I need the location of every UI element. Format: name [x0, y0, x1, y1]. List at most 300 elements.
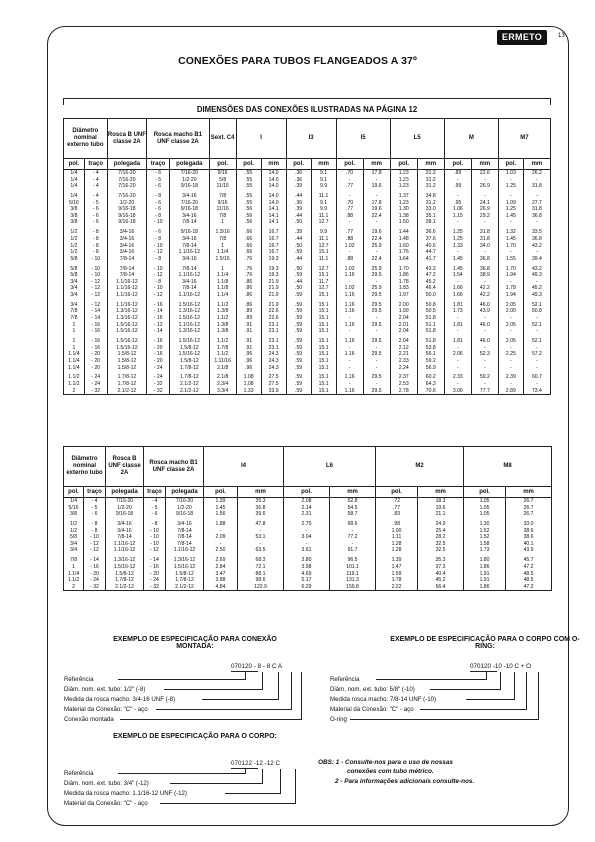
table-cell: - 14 [147, 308, 170, 315]
table-cell: 15.1 [311, 272, 336, 279]
table-cell: 1.5/8-12 [106, 571, 144, 578]
table-cell: 2.3/4 [209, 381, 236, 388]
th-m7: M7 [498, 119, 550, 159]
table-cell: 23.1 [261, 322, 286, 329]
table-cell: 33.5 [523, 229, 550, 236]
table-cell: 1.1/16-12 [106, 547, 144, 554]
table-cell: 1.5/16-12 [106, 564, 144, 571]
table-cell: - [363, 279, 390, 286]
table-cell: 14.0 [261, 183, 286, 190]
table-cell: 60.7 [523, 374, 550, 381]
table-cell: 14.0 [261, 193, 286, 200]
table-cell: 1/2 [64, 521, 84, 528]
table-cell: .36 [286, 177, 311, 184]
table-cell: .56 [236, 219, 261, 226]
table-cell: 1.76 [390, 249, 417, 256]
unit-header: pol. [204, 487, 238, 498]
table-cell: - 6 [144, 511, 166, 518]
table-cell: 60.2 [417, 374, 444, 381]
table-cell: - [444, 249, 471, 256]
example1-code: 070120 - 8 - 8 C A [231, 663, 283, 670]
th-thread-b: Rosca B UNF classe 2A [107, 119, 147, 159]
table-cell: - 16 [84, 328, 107, 335]
table-cell: 1.52 [464, 534, 506, 541]
table-cell: 45.7 [506, 557, 552, 564]
page-number: 13 [558, 33, 565, 39]
table-cell: 1/2 [64, 236, 85, 243]
table-row [64, 505, 552, 512]
table-cell: .86 [236, 285, 261, 292]
table-cell: 52.1 [523, 322, 550, 329]
table-cell: - [471, 381, 498, 388]
table-cell: 1.1/2 [209, 351, 236, 358]
table-cell: 1.11 [376, 534, 418, 541]
table-cell: - 8 [147, 236, 170, 243]
table-cell: 38.6 [506, 534, 552, 541]
table-cell: 1.81 [444, 322, 471, 329]
table-cell: 7/16-20 [107, 177, 147, 184]
table-cell: 11.1 [311, 213, 336, 220]
dimensions-table-2 [63, 446, 552, 591]
table-cell: - [471, 365, 498, 372]
ermeto-logo: ERMETO [497, 30, 547, 45]
table-cell: - [498, 193, 523, 200]
table-cell: - [471, 193, 498, 200]
table-cell: - [330, 528, 376, 535]
table-cell: 7/8-14 [106, 534, 144, 541]
table-cell: 119.1 [330, 571, 376, 578]
table-cell: 1.02 [336, 243, 363, 250]
table-cell: 1.1/16-12 [170, 249, 210, 256]
table-cell: 1.81 [444, 338, 471, 345]
table-cell: 1 [209, 243, 236, 250]
table-row [64, 315, 551, 322]
table-cell: - [363, 365, 390, 372]
table-cell: 52.1 [523, 338, 550, 345]
table-cell: 16.7 [261, 243, 286, 250]
table-cell: 1.86 [464, 584, 506, 591]
table-cell: 1.60 [390, 243, 417, 250]
table-cell: 1.66 [444, 285, 471, 292]
table-cell: 26.2 [523, 170, 550, 177]
table-cell: .76 [236, 272, 261, 279]
table-cell: 53.1 [238, 534, 284, 541]
table-cell: 2.50 [204, 547, 238, 554]
table-cell: 11/16 [209, 183, 236, 190]
table-cell: .88 [336, 236, 363, 243]
table-cell: 14.0 [261, 177, 286, 184]
table-cell: 31.8 [471, 236, 498, 243]
table-cell: 1.78 [390, 279, 417, 286]
table-cell: 7/8-14 [170, 219, 210, 226]
table-cell: 19.6 [363, 183, 390, 190]
table-cell: .86 [236, 279, 261, 286]
table-cell: 1.7/8-12 [166, 577, 204, 584]
table-cell: - [363, 193, 390, 200]
table-cell: 1.1/4 [64, 571, 84, 578]
table-row [64, 584, 552, 591]
table-cell: 29.5 [363, 302, 390, 309]
table-cell: 3.3/4 [209, 388, 236, 395]
table-cell: 1.23 [390, 177, 417, 184]
table-cell: - [336, 381, 363, 388]
table-cell: 7/8 [64, 315, 85, 322]
table-row [64, 388, 551, 395]
table-cell: .59 [286, 365, 311, 372]
table-row [64, 249, 551, 256]
example3-label-4: Material da Conexão: "C" - aço [64, 800, 148, 807]
table-row [64, 374, 551, 381]
table-cell: - 6 [147, 170, 170, 177]
table-cell: .59 [286, 381, 311, 388]
table-cell: .77 [336, 183, 363, 190]
table-cell: 1.45 [498, 213, 523, 220]
table-cell: 1.1/4 [209, 292, 236, 299]
table-cell: 9.1 [311, 177, 336, 184]
table-cell: 1.7/8-12 [107, 381, 147, 388]
table-cell: - [336, 193, 363, 200]
table-cell: 14.0 [261, 170, 286, 177]
unit-header: pol. [376, 487, 418, 498]
table-cell: 1.05 [464, 511, 506, 518]
table-cell: 38.1 [417, 219, 444, 226]
table-cell: - 5 [147, 177, 170, 184]
table-cell: 1/4 [64, 170, 85, 177]
table-cell: 101.1 [330, 564, 376, 571]
table-cell: 1.1/4 [64, 351, 85, 358]
table-cell: 1.54 [444, 272, 471, 279]
table-cell: .96 [236, 358, 261, 365]
table-cell: 39.4 [523, 256, 550, 263]
table-cell: 19.6 [363, 206, 390, 213]
table-cell: 22.4 [363, 256, 390, 263]
table-cell: 2.04 [390, 315, 417, 322]
table-cell: 1.86 [464, 564, 506, 571]
table-cell: 6.29 [284, 584, 330, 591]
table-cell: 51.8 [417, 338, 444, 345]
table-cell: 3/4 [64, 279, 85, 286]
table-cell: - 16 [144, 564, 166, 571]
table-cell: 1.1/2 [64, 381, 85, 388]
table-cell: 2.22 [376, 584, 418, 591]
table-cell: - 8 [147, 279, 170, 286]
table-cell: 35.3 [418, 557, 464, 564]
table-cell: - [471, 279, 498, 286]
table-cell: 48.5 [506, 571, 552, 578]
table-cell: .55 [236, 170, 261, 177]
table-cell: 23.1 [261, 328, 286, 335]
table-cell: 1.16 [336, 308, 363, 315]
table-cell: .66 [236, 249, 261, 256]
table-row [64, 256, 551, 263]
table-cell: .88 [336, 256, 363, 263]
table-cell: 47.2 [417, 272, 444, 279]
example2-label-5: O-ring [330, 716, 347, 723]
table-cell: 2.00 [390, 302, 417, 309]
table-cell: - 16 [84, 322, 107, 329]
table-cell: 5/8 [64, 272, 85, 279]
table-cell: 1.5/16-12 [107, 338, 147, 345]
th2-thread-b: Rosca B UNF classe 2A [106, 447, 144, 487]
table-cell: 72.1 [238, 564, 284, 571]
table-cell: 56.9 [417, 365, 444, 372]
table-cell: 1.3/16-12 [107, 315, 147, 322]
table-cell: - [444, 328, 471, 335]
table-cell: 1/2-20 [166, 505, 204, 512]
table-row [64, 308, 551, 315]
table-cell: 1 [64, 345, 85, 352]
table-cell: 3/4 [64, 541, 84, 548]
table-row [64, 279, 551, 286]
table-cell: 15.1 [311, 345, 336, 352]
table-cell: 33.0 [506, 521, 552, 528]
table-cell: 50.8 [523, 308, 550, 315]
table-cell: 98.6 [238, 577, 284, 584]
table-cell: 41.7 [417, 256, 444, 263]
table-cell: 2.21 [390, 351, 417, 358]
table-cell: 7/16-20 [166, 498, 204, 505]
table-cell: 1.05 [464, 498, 506, 505]
table-cell: 1.33 [236, 388, 261, 395]
unit-header: mm [311, 159, 336, 170]
table-cell: .77 [336, 206, 363, 213]
table-cell: .59 [286, 388, 311, 395]
table-cell: 1.1/4 [64, 365, 85, 372]
table-cell: 3/4-16 [107, 249, 147, 256]
table-cell: 1.7/8-12 [170, 365, 210, 372]
table-row [64, 183, 551, 190]
example1-label-5: Conexão montada [64, 716, 114, 723]
table-cell: 1.1/4 [64, 358, 85, 365]
table-cell: .59 [286, 322, 311, 329]
table-cell: 15.1 [311, 338, 336, 345]
table-cell: 1.03 [498, 170, 523, 177]
table-cell: 15.1 [311, 249, 336, 256]
table-cell: - 24 [147, 365, 170, 372]
th2-diameter: Diâmetro nominal externo tubo [64, 447, 106, 487]
table-cell: - [363, 328, 390, 335]
th-m: M [444, 119, 498, 159]
table-cell: - [523, 177, 550, 184]
table-cell: 1.30 [464, 521, 506, 528]
table-cell: 1.83 [390, 285, 417, 292]
table-cell: - 10 [84, 266, 107, 273]
table-cell: 1.81 [444, 302, 471, 309]
table-cell: 1.02 [336, 285, 363, 292]
table-cell: 2.70 [284, 521, 330, 528]
table-cell: 53.8 [417, 345, 444, 352]
table-cell: .36 [286, 170, 311, 177]
table-cell: .44 [286, 279, 311, 286]
table-cell: 1/4 [64, 183, 85, 190]
table-cell: - [336, 315, 363, 322]
table-cell: 5/8 [64, 534, 84, 541]
table-cell: 16.7 [261, 229, 286, 236]
table-cell: 2 [64, 388, 85, 395]
table-cell: 1.5/16-12 [107, 328, 147, 335]
table-cell: .44 [286, 236, 311, 243]
table-cell: 1.25 [498, 183, 523, 190]
table-cell: 1.5/16-12 [170, 338, 210, 345]
table-cell: 88.1 [238, 571, 284, 578]
table-cell: 63.5 [238, 547, 284, 554]
table-cell: 14.0 [261, 200, 286, 207]
table-cell: 1.08 [236, 381, 261, 388]
table-cell: 21.9 [261, 285, 286, 292]
unit-header: traço [147, 159, 170, 170]
table-cell: 26.7 [506, 505, 552, 512]
table-cell: - [498, 177, 523, 184]
obs-line-2: conexões com tubo métrico. [347, 768, 434, 776]
example3-title: EXEMPLO DE ESPECIFICAÇÃO PARA O CORPO: [113, 733, 277, 740]
table-cell: 1.78 [376, 577, 418, 584]
obs-line-1: OBS: 1 - Consulte-nos para o uso de nossas [318, 759, 453, 766]
table-cell: - [363, 177, 390, 184]
table-cell: 1.80 [464, 557, 506, 564]
table-cell: - [523, 249, 550, 256]
table-cell: 5.17 [284, 577, 330, 584]
table-cell: .55 [236, 200, 261, 207]
table-cell: 26.9 [471, 206, 498, 213]
table-cell: 2.06 [444, 351, 471, 358]
table-row [64, 498, 552, 505]
table-cell: 1.1/16-12 [107, 279, 147, 286]
table-cell: 7/16-20 [170, 200, 210, 207]
table-cell: 26.9 [471, 183, 498, 190]
table-cell: 131.3 [330, 577, 376, 584]
table-cell: 21.9 [261, 302, 286, 309]
table-cell: 1.28 [376, 547, 418, 554]
table-cell: 1.32 [498, 229, 523, 236]
table-cell: 46.0 [471, 322, 498, 329]
table-cell: - 10 [84, 534, 106, 541]
table-cell: 29.5 [363, 374, 390, 381]
table-cell: - 14 [144, 557, 166, 564]
table-row [64, 365, 551, 372]
table-cell: 35.1 [417, 213, 444, 220]
table-cell: 24.9 [418, 521, 464, 528]
table-cell: - 20 [84, 365, 107, 372]
unit-header: polegada [106, 487, 144, 498]
table-cell: - 24 [144, 577, 166, 584]
table-cell: 46.0 [471, 302, 498, 309]
table-cell: 3/8 [64, 511, 84, 518]
table-cell: 1/2 [64, 243, 85, 250]
obs-line-3: 2 - Para informações adicionais consulte-nos. [335, 777, 475, 785]
table-cell: - 20 [84, 571, 106, 578]
table-cell: 1.52 [464, 528, 506, 535]
table-cell: 45.2 [417, 279, 444, 286]
table-cell: - [444, 381, 471, 388]
table-cell: - 16 [84, 338, 107, 345]
table-cell: - [523, 365, 550, 372]
table-cell: .59 [286, 302, 311, 309]
table-cell: 15.1 [311, 388, 336, 395]
table-row [64, 272, 551, 279]
unit-header: mm [471, 159, 498, 170]
table-cell: 34.0 [471, 243, 498, 250]
table-cell: 9.9 [311, 206, 336, 213]
table-cell: 1.25 [444, 236, 471, 243]
table-cell: - 20 [84, 358, 107, 365]
table-cell: 1.91 [464, 577, 506, 584]
table-cell: 38.6 [506, 528, 552, 535]
table-row [64, 292, 551, 299]
table-cell: - 32 [147, 388, 170, 395]
table-cell: .86 [236, 292, 261, 299]
table-cell: 7/8 [64, 557, 84, 564]
table-cell: .59 [286, 272, 311, 279]
table-cell: - [523, 345, 550, 352]
unit-header: mm [417, 159, 444, 170]
table-cell: 1 [209, 219, 236, 226]
table-cell: 1/2-20 [107, 200, 147, 207]
table-cell: 32.5 [418, 541, 464, 548]
table-cell: .50 [286, 219, 311, 226]
table-cell: 3/4-16 [107, 229, 147, 236]
table-cell: 15.1 [311, 365, 336, 372]
th2-i4: I4 [204, 447, 284, 487]
table-cell: 3/4 [64, 285, 85, 292]
table-cell: 43.2 [523, 266, 550, 273]
table-cell: 77.7 [471, 388, 498, 395]
table-cell: - 14 [84, 308, 107, 315]
table-cell: - 12 [147, 322, 170, 329]
table-cell: 1.11/16 [209, 358, 236, 365]
table-cell: .76 [236, 256, 261, 263]
unit-header: pol. [444, 159, 471, 170]
table-cell: 24.3 [261, 365, 286, 372]
table-cell: - [523, 219, 550, 226]
table-cell: 1 [64, 338, 85, 345]
table-cell: 29.5 [363, 322, 390, 329]
table-cell: .39 [286, 229, 311, 236]
th-l5: L5 [390, 119, 444, 159]
example3-label-1: Referência [64, 770, 94, 777]
table-row [64, 229, 551, 236]
table-cell: 31.8 [471, 229, 498, 236]
table-cell: 1.1/16-12 [166, 547, 204, 554]
table-cell: 9/16-18 [170, 229, 210, 236]
table-cell: 17.8 [363, 170, 390, 177]
table-cell: - 8 [84, 236, 107, 243]
table-cell: 3/4-16 [170, 193, 210, 200]
table-cell: .95 [444, 200, 471, 207]
table-cell: .89 [236, 308, 261, 315]
table-cell: 24.1 [471, 200, 498, 207]
unit-header: pol. [284, 487, 330, 498]
unit-header: mm [330, 487, 376, 498]
table-cell: - 6 [84, 511, 106, 518]
table-cell: 1.48 [390, 236, 417, 243]
table-cell: - 12 [147, 292, 170, 299]
table-cell: 3/4 [64, 292, 85, 299]
table-cell: 24.3 [261, 351, 286, 358]
table-cell: 15.1 [311, 315, 336, 322]
section-box-top [63, 98, 551, 105]
table-cell: 2.08 [284, 498, 330, 505]
table-cell: 19.3 [261, 272, 286, 279]
table-cell: 29.5 [363, 308, 390, 315]
table-cell: - 4 [84, 183, 107, 190]
table-cell: 38.9 [471, 272, 498, 279]
table-row [64, 285, 551, 292]
table-cell: 9/16-18 [166, 511, 204, 518]
table-cell: 42.2 [471, 292, 498, 299]
table-cell: 11.1 [311, 236, 336, 243]
table-row [64, 236, 551, 243]
table-cell: 1.1/16-12 [170, 322, 210, 329]
